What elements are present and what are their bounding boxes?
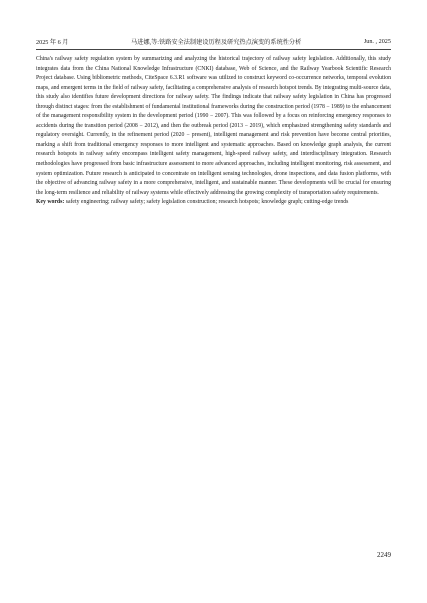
keywords-label: Key words:	[36, 199, 65, 206]
header-date-en: Jun. , 2025	[363, 37, 391, 45]
page-number: 2249	[377, 551, 391, 559]
header-date: 2025 年 6 月	[36, 38, 69, 46]
keywords-line	[36, 198, 391, 208]
header-title: 马进娜,等:铁路安全法制建设历程及研究热点演变的系统性分析	[130, 38, 302, 46]
abstract-text: China's railway safety regulation system by summarizing and analyzing the historical trajectory of railway safety legislation. Additionally, this study integrates data from the China National Knowledge Infrastructure (CNKI) database, Web of Science, and the Railway Yearbook Scientific Research Project database. Using bibliometric methods, CiteSpace 6.3.R1 software was utilized to construct keyword co-occurrence networks, temporal evolution maps, and emergent terms in the field of railway safety, facilitating a comprehensive analysis of research hotspot trends. By integrating multi-source data, this study also identifies future development directions for railway safety. The findings indicate that railway safety legislation in China has progressed through distinct stages: from the establishment of fundamental institutional frameworks during the construction period (1978 − 1989) to the enhancement of the management responsibility system in the development period (1990 − 2007). This was followed by a focus on reinforcing emergency responses to accidents during the transition period (2008 − 2012), and then the outbreak period (2013 − 2019), which emphasized strengthening safety standards and regulatory oversight. Currently, in the refinement period (2020 − present), intelligent management and risk prevention have become central priorities, marking a shift from traditional emergency responses to more intelligent and systematic approaches. Based on knowledge graph analysis, the current research hotspots in railway safety encompass intelligent safety management, high-speed railway safety, and interdisciplinary integration. Research methodologies have progressed from basic infrastructure assessment to more advanced approaches, including intelligent monitoring, risk assessment, and system optimization. Future research is anticipated to concentrate on intelligent sensing technologies, drone inspections, and data fusion platforms, with the objective of advancing railway safety in a more comprehensive, intelligent, and sustainable manner. These developments will be crucial for ensuring the long-term resilience and reliability of railway systems while effectively addressing the growing complexity of transportation safety requirements.	[36, 56, 391, 196]
keywords-text: safety engineering; railway safety; safety legislation construction; research hotspots; knowledge graph; cutting-edge trends	[64, 199, 349, 206]
running-header	[36, 34, 391, 50]
abstract-section	[36, 55, 391, 208]
